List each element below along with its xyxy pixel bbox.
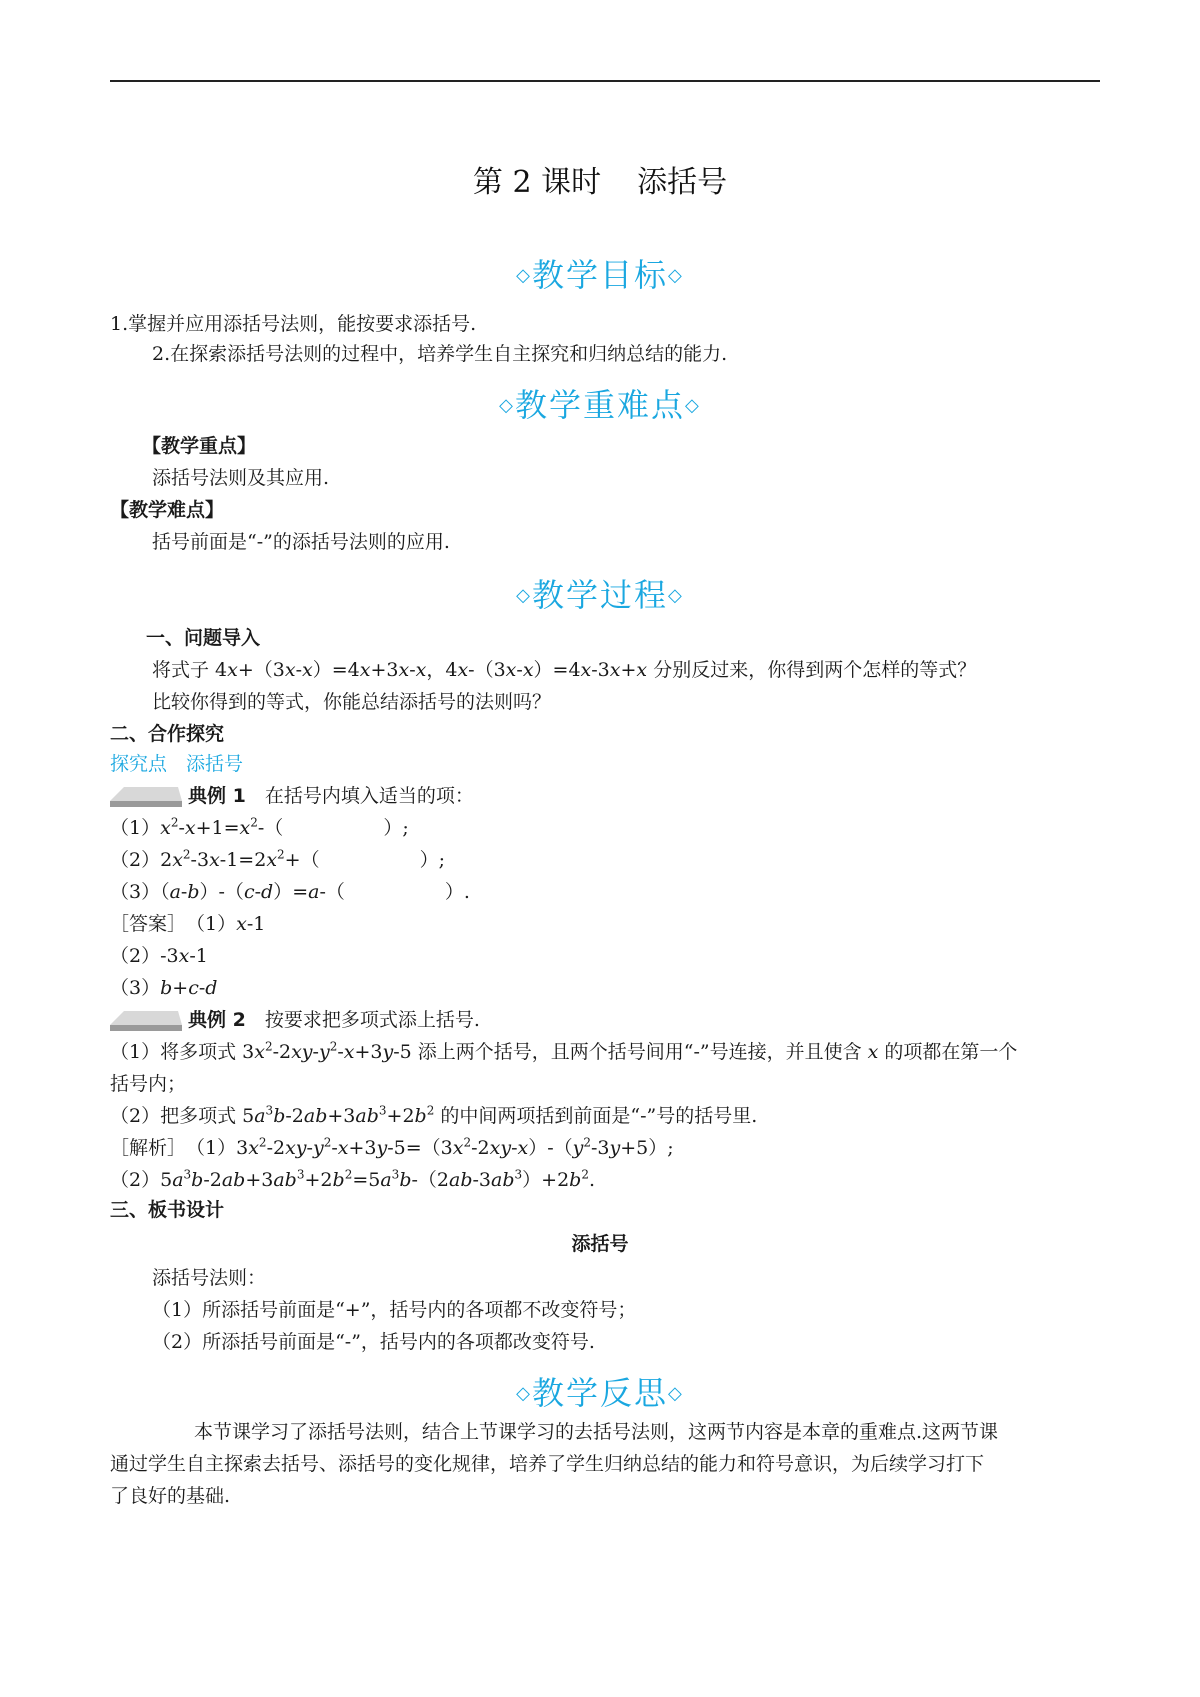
- goal-2: 2.在探索添括号法则的过程中，培养学生自主探究和归纳总结的能力.: [152, 343, 728, 365]
- diamond-icon: ◇: [516, 1383, 532, 1404]
- example-1-item-3: （3）（a-b）-（c-d）=a-（ ）.: [110, 881, 470, 903]
- section-reflection-heading: ◇教学反思◇: [516, 1374, 684, 1412]
- intro-question-2: 比较你得到的等式，你能总结添括号的法则吗？: [152, 691, 552, 713]
- diamond-icon: ◇: [668, 1383, 684, 1404]
- lesson-number: 第 2 课时: [472, 165, 602, 200]
- reflection-line-3: 了良好的基础.: [110, 1485, 231, 1507]
- explore-point-label: 探究点 添括号: [110, 753, 244, 775]
- board-rule-2: （2）所添括号前面是“-”，括号内的各项都改变符号.: [152, 1331, 595, 1353]
- example-1-title: 典例 1 在括号内填入适当的项：: [188, 785, 474, 807]
- difficult-point-label: 【教学难点】: [110, 499, 225, 521]
- diamond-icon: ◇: [685, 395, 701, 416]
- goal-1: 1.掌握并应用添括号法则，能按要求添括号.: [110, 313, 477, 335]
- example-1-answer-2: （2）-3x-1: [110, 945, 208, 967]
- section-goals-heading: ◇教学目标◇: [516, 256, 684, 294]
- board-title: 添括号: [571, 1233, 629, 1255]
- part2-heading: 二、合作探究: [110, 723, 225, 745]
- diamond-icon: ◇: [668, 265, 684, 286]
- example-1-item-2: $(2)2x^2-3x-1=2x^2+$（ ）;: [110, 847, 445, 871]
- reflection-line-2: 通过学生自主探索去括号、添括号的变化规律，培养了学生归纳总结的能力和符号意识，为后续学习打下: [110, 1453, 985, 1475]
- example-2-analysis-2: $(2)5a^3b-2ab+3ab^3+2b^2=5a^3b-(2ab-3ab^3)+2b^2$.: [110, 1167, 596, 1191]
- diamond-icon: ◇: [516, 265, 532, 286]
- example-2-question-1: （1）将多项式 $3x^2-2xy-y^2-x+3y-5$ 添上两个括号，且两个括号间用“-”号连接，并且使含 x 的项都在第一个: [110, 1039, 1018, 1063]
- board-rule-label: 添括号法则：: [152, 1267, 267, 1289]
- diamond-icon: ◇: [499, 395, 515, 416]
- example-marker-icon: [110, 785, 182, 807]
- diamond-icon: ◇: [516, 585, 532, 606]
- header-rule: [110, 80, 1100, 82]
- intro-question-1: 将式子 4x+（3x-x）=4x+3x-x，4x-（3x-x）=4x-3x+x 分别反过来，你得到两个怎样的等式？: [152, 659, 977, 681]
- difficult-point-text: 括号前面是“-”的添括号法则的应用.: [152, 531, 450, 553]
- key-point-label: 【教学重点】: [142, 435, 257, 457]
- section-process-heading: ◇教学过程◇: [516, 576, 684, 614]
- part3-heading: 三、板书设计: [110, 1199, 225, 1221]
- example-1-answer-1: ［答案］ （1）x-1: [110, 913, 266, 935]
- example-2-title: 典例 2 按要求把多项式添上括号.: [188, 1009, 480, 1031]
- reflection-line-1: 本节课学习了添括号法则，结合上节课学习的去括号法则，这两节内容是本章的重难点.这两节课: [194, 1421, 999, 1443]
- example-2-question-1-cont: 括号内；: [110, 1073, 187, 1095]
- example-1-item-1: $(1)x^2-x+1=x^2-$（ ）;: [110, 815, 409, 839]
- lesson-topic: 添括号: [637, 165, 728, 200]
- section-keypoints-heading: ◇教学重难点◇: [499, 386, 701, 424]
- example-1-answer-3: （3）b+c-d: [110, 977, 218, 999]
- board-rule-1: （1）所添括号前面是“+”，括号内的各项都不改变符号；: [152, 1299, 637, 1321]
- example-2-analysis-1: ［解析］ $(1)3x^2-2xy-y^2-x+3y-5=(3x^2-2xy-x)-(y^2-3y+5)$;: [110, 1135, 674, 1159]
- example-2-question-2: （2）把多项式 $5a^3b-2ab+3ab^3+2b^2$ 的中间两项括到前面是“-”号的括号里.: [110, 1103, 758, 1127]
- example-marker-icon: [110, 1009, 182, 1031]
- diamond-icon: ◇: [668, 585, 684, 606]
- part1-heading: 一、问题导入: [146, 627, 261, 649]
- page-title: [0, 157, 1200, 201]
- key-point-text: 添括号法则及其应用.: [152, 467, 330, 489]
